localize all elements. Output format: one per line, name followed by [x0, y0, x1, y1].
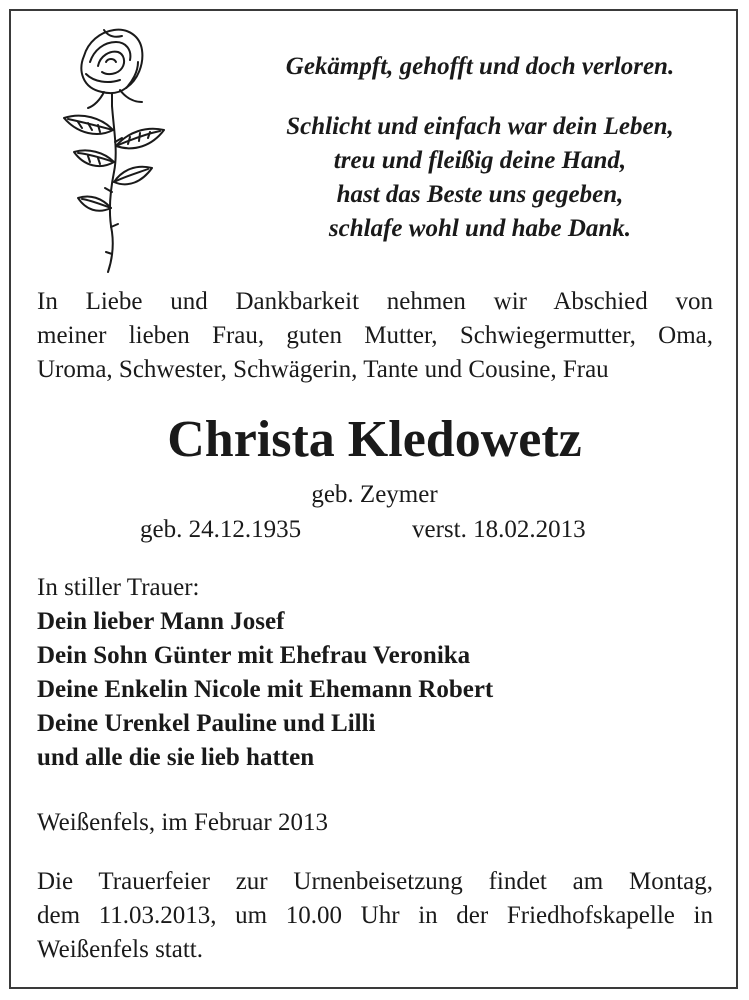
verse-poem [230, 110, 730, 246]
service-line: dem 11.03.2013, um 10.00 Uhr in der Friedhofskapelle in [37, 902, 713, 929]
mourner-entry: Dein lieber Mann Josef [37, 608, 285, 635]
intro-line: meiner lieben Frau, guten Mutter, Schwiegermutter, Oma, [37, 322, 713, 349]
verse-line: schlafe wohl und habe Dank. [328, 215, 632, 242]
death-date: verst. 18.02.2013 [412, 516, 586, 543]
verse-line: Schlicht und einfach war dein Leben, [286, 113, 674, 140]
verse-opening [230, 50, 730, 84]
funeral-service-info [37, 865, 713, 967]
mourner-entry: Deine Urenkel Pauline und Lilli [37, 710, 376, 737]
intro-line: Uroma, Schwester, Schwägerin, Tante und Cousine, Frau [37, 356, 609, 383]
mourner-entry: und alle die sie lieb hatten [37, 744, 315, 771]
service-line: Die Trauerfeier zur Urnenbeisetzung findet am Montag, [37, 868, 713, 895]
intro-line: In Liebe und Dankbarkeit nehmen wir Abschied von [37, 288, 713, 315]
mourners-list [37, 571, 713, 775]
verse-line: hast das Beste uns gegeben, [336, 181, 624, 208]
verse-line: Gekämpft, gehofft und doch verloren. [285, 53, 675, 80]
place-and-date: Weißenfels, im Februar 2013 [37, 809, 328, 836]
maiden-name: geb. Zeymer [311, 481, 438, 508]
service-line: Weißenfels statt. [37, 936, 203, 963]
birth-date: geb. 24.12.1935 [140, 516, 302, 543]
mourners-heading: In stiller Trauer: [37, 574, 200, 601]
rose-icon [42, 22, 172, 274]
mourner-entry: Deine Enkelin Nicole mit Ehemann Robert [37, 676, 494, 703]
farewell-intro [37, 285, 713, 387]
mourner-entry: Dein Sohn Günter mit Ehefrau Veronika [37, 642, 471, 669]
verse-line: treu und fleißig deine Hand, [333, 147, 627, 174]
deceased-name: Christa Kledowetz [167, 411, 582, 468]
